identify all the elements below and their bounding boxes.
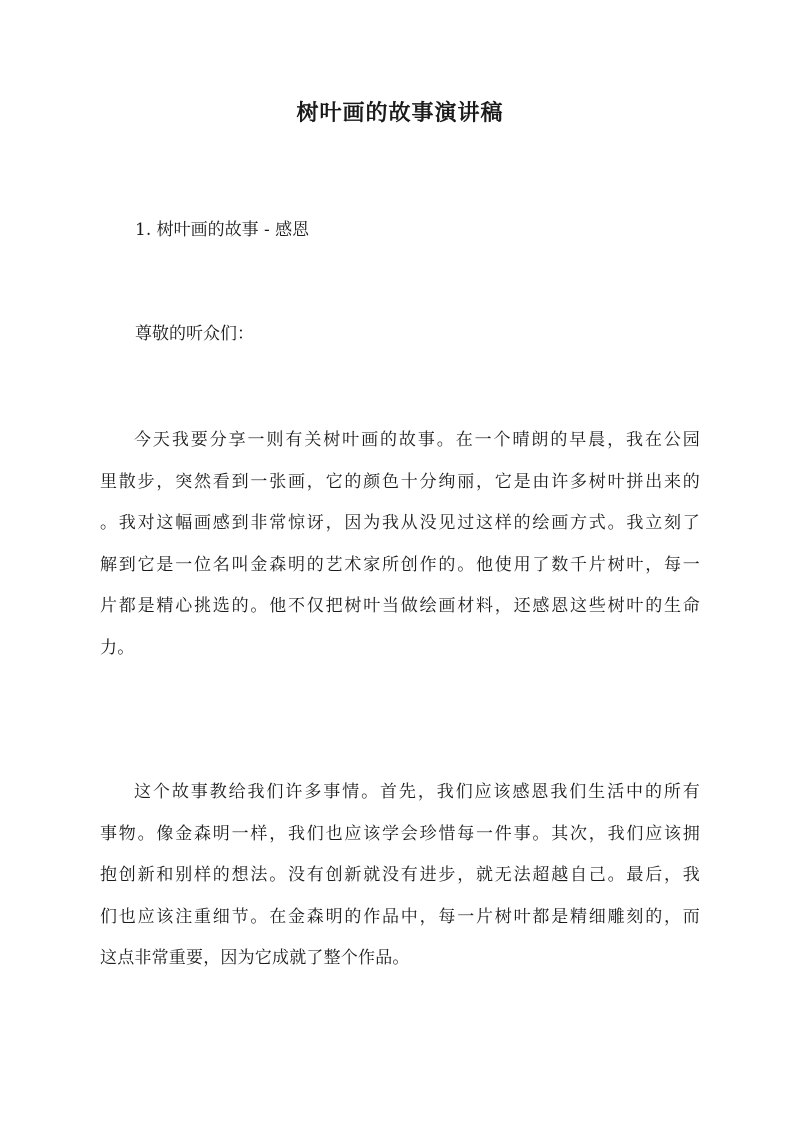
paragraph-line: 里散步，突然看到一张画，它的颜色十分绚丽，它是由许多树叶拼出来的 — [100, 471, 700, 492]
paragraph-line: 片都是精心挑选的。他不仅把树叶当做绘画材料，还感恩这些树叶的生命 — [100, 596, 700, 616]
paragraph-line: 今天我要分享一则有关树叶画的故事。在一个晴朗的早晨，我在公园 — [134, 430, 700, 450]
paragraph-line: 抱创新和别样的想法。没有创新就没有进步，就无法超越自己。最后，我 — [100, 865, 700, 885]
paragraph-line: 力。 — [100, 637, 135, 658]
paragraph-line: 。我对这幅画感到非常惊讶，因为我从没见过这样的绘画方式。我立刻了 — [100, 513, 700, 533]
paragraph-line: 们也应该注重细节。在金森明的作品中，每一片树叶都是精细雕刻的，而 — [100, 906, 700, 927]
paragraph-line: 事物。像金森明一样，我们也应该学会珍惜每一件事。其次，我们应该拥 — [100, 823, 700, 844]
paragraph-line: 这个故事教给我们许多事情。首先，我们应该感恩我们生活中的所有 — [134, 782, 700, 802]
paragraph-1 — [100, 420, 700, 669]
salutation: 尊敬的听众们： — [135, 324, 254, 344]
paragraph-line: 解到它是一位名叫金森明的艺术家所创作的。他使用了数千片树叶，每一 — [100, 554, 700, 575]
paragraph-2 — [100, 772, 700, 980]
paragraph-line: 这点非常重要，因为它成就了整个作品。 — [100, 948, 410, 968]
document-title: 树叶画的故事演讲稿 — [296, 100, 504, 126]
section-heading: 1. 树叶画的故事 - 感恩 — [135, 220, 310, 240]
